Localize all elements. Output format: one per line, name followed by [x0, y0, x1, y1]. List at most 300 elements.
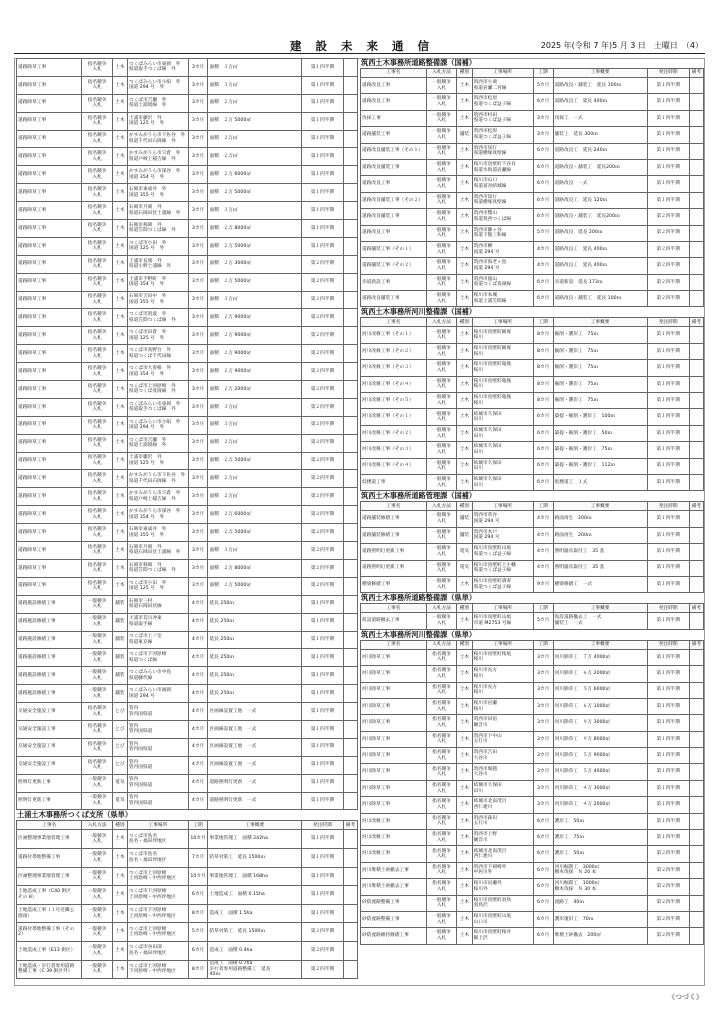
table-row: [17, 381, 358, 399]
table-cell: 一般競争 入札: [82, 941, 112, 960]
table-cell: 第１四半期: [301, 756, 343, 774]
column-header: 工事場所: [472, 640, 533, 649]
table-cell: 3カ月: [188, 381, 208, 399]
remarks-cell: [689, 560, 703, 576]
table-cell: 第２四半期: [301, 398, 343, 416]
table-cell: とび: [112, 738, 127, 756]
table-cell: 土木: [112, 849, 127, 868]
table-cell: 4カ月: [533, 560, 553, 576]
table-cell: 河川除草工事: [361, 748, 427, 764]
remarks-cell: [343, 470, 357, 488]
continued-note: 《つづく》: [668, 993, 703, 1001]
table-row: [17, 941, 358, 960]
table-cell: 桜川市真壁町酒寄 県道つくば益子線: [472, 576, 533, 592]
table-cell: 一般競争 入札: [426, 511, 457, 527]
table-cell: 堆積土砂撤去 200㎡: [553, 928, 647, 944]
table-cell: 道路除草工事: [17, 524, 82, 542]
table-cell: 3カ月: [188, 559, 208, 577]
table-cell: 土木: [112, 94, 127, 112]
table-cell: 一般競争 入札: [426, 291, 457, 307]
table-cell: 第１四半期: [301, 595, 343, 613]
column-header: 工事場所: [472, 69, 533, 78]
table-cell: 筑西市菅谷 国道 294 号: [472, 511, 533, 527]
table-cell: 土木: [112, 452, 127, 470]
table-cell: 指名競争 入札: [426, 797, 457, 813]
table-cell: 一般競争 入札: [426, 560, 457, 576]
table-header-row: [361, 640, 704, 649]
table-row: [361, 511, 704, 527]
table-row: [361, 143, 704, 159]
remarks-cell: [343, 577, 357, 595]
table-cell: つくば市上河原崎 外 県道つくば真岡線 外: [127, 381, 188, 399]
table-row: [361, 110, 704, 126]
table-cell: 河川除草工 ９万 3000㎡: [553, 715, 647, 731]
column-header: 工事場所: [472, 502, 533, 511]
table-cell: 一般競争 入札: [426, 176, 457, 192]
table-cell: 第２四半期: [647, 241, 689, 257]
table-cell: 桜川市真壁町亀熊 桜川: [472, 360, 533, 376]
table-cell: 土木: [457, 143, 472, 159]
table-cell: 第１四半期: [647, 442, 689, 458]
table-row: [17, 577, 358, 595]
table-cell: 指名競争 入札: [426, 830, 457, 846]
table-row: [17, 345, 358, 363]
table-cell: 第１四半期: [647, 127, 689, 143]
table-cell: 第１四半期: [301, 631, 343, 649]
table-cell: 低楼道工 １式: [553, 474, 647, 490]
table-cell: 道路改良工 延長 120ｍ: [553, 192, 647, 208]
table-cell: 3カ月: [188, 363, 208, 381]
remarks-cell: [689, 846, 703, 862]
remarks-cell: [343, 867, 357, 886]
table-cell: 第２四半期: [301, 542, 343, 560]
table-cell: 土木: [112, 327, 127, 345]
table-cell: 6カ月: [533, 159, 553, 175]
table-cell: 4カ月: [188, 720, 208, 738]
table-cell: 8カ月: [533, 393, 553, 409]
remarks-cell: [689, 143, 703, 159]
table-cell: 土木: [112, 220, 127, 238]
table-cell: 土木: [457, 225, 472, 241]
table-cell: 道路照明灯更新 一式: [208, 792, 301, 810]
remarks-cell: [343, 363, 357, 381]
table-cell: 桜川市真壁町亀熊 桜川: [472, 393, 533, 409]
table-cell: 筑西市下岡崎外 中居川外: [472, 862, 533, 878]
bid-table: [360, 501, 704, 593]
table-cell: 土木: [457, 576, 472, 592]
remarks-cell: [689, 698, 703, 714]
table-cell: 3カ月: [188, 434, 208, 452]
table-cell: 砂防流路整備工事: [361, 895, 427, 911]
table-cell: 土浦市長嶺 外 県道小野土浦線 外: [127, 255, 188, 273]
section-heading: 筑西土木事務所河川整備課（県単）: [361, 629, 477, 639]
table-cell: 面積 ２万 2000㎡: [208, 381, 301, 399]
table-cell: 指名競争 入札: [426, 698, 457, 714]
table-row: [361, 258, 704, 274]
column-header: 種別: [457, 69, 472, 78]
column-header: 備考: [689, 604, 703, 613]
table-cell: 面積 ３万㎡: [208, 202, 301, 220]
table-cell: 土木: [457, 846, 472, 862]
table-cell: つくば市吉瀬 外 県道土浦境線 外: [127, 434, 188, 452]
table-cell: 河川除草工 ４万 2000㎡: [553, 797, 647, 813]
table-cell: 3カ月: [188, 130, 208, 148]
table-cell: 道路照明灯更新工事: [361, 560, 427, 576]
table-cell: 土木: [457, 895, 472, 911]
table-cell: つくば市下河原崎 県道つくば線: [127, 649, 188, 667]
table-cell: 一般競争 入札: [426, 409, 457, 425]
table-cell: 河川除草工事: [361, 780, 427, 796]
table-cell: 指名競争 入札: [426, 649, 457, 665]
table-row: [361, 94, 704, 110]
table-cell: 土木: [112, 166, 127, 184]
table-cell: 土木: [112, 434, 127, 452]
table-cell: 一般競争 入札: [426, 159, 457, 175]
table-cell: 道路改良・舗装工 延長 100ｍ: [553, 78, 647, 94]
column-header: 工期: [533, 502, 553, 511]
table-cell: 一般競争 入札: [82, 960, 112, 979]
table-cell: 掘削・護岸工 75ｍ: [553, 327, 647, 343]
table-cell: 一般競争 入札: [82, 613, 112, 631]
table-cell: 第２四半期: [301, 488, 343, 506]
remarks-cell: [689, 928, 703, 944]
table-header-row: [361, 318, 704, 327]
table-row: [17, 488, 358, 506]
remarks-cell: [689, 511, 703, 527]
remarks-cell: [689, 731, 703, 747]
table-row: [361, 797, 704, 813]
table-row: [361, 474, 704, 490]
table-cell: 6カ月: [533, 291, 553, 307]
table-row: [361, 764, 704, 780]
table-cell: 区画線設置工他 一式: [208, 703, 301, 721]
table-cell: 道路舗装修繕工事: [361, 527, 427, 543]
table-cell: 桜川市真壁町山尾 県道つくば益子線: [472, 544, 533, 560]
table-cell: 3カ月: [188, 542, 208, 560]
table-cell: 土木: [457, 94, 472, 110]
table-row: [17, 774, 358, 792]
column-header: 工期: [188, 821, 208, 830]
table-cell: 桜川市真壁町山尾 市道 M2753 号線: [472, 613, 533, 629]
table-cell: つくば市下河原崎 上河原崎・中西坪地区: [127, 904, 188, 923]
table-cell: 道路照明灯更新 一式: [208, 774, 301, 792]
table-cell: 6カ月: [533, 192, 553, 208]
table-cell: 一般競争 入札: [82, 923, 112, 942]
table-cell: 照明灯更新工事: [17, 774, 82, 792]
table-cell: 第２四半期: [301, 327, 343, 345]
table-cell: 道路除草工事: [17, 237, 82, 255]
table-cell: 面積 ３万㎡: [208, 398, 301, 416]
table-cell: 桜川市真壁町亀熊 桜川: [472, 376, 533, 392]
table-row: [361, 830, 704, 846]
remarks-cell: [343, 398, 357, 416]
table-cell: 一般競争 入札: [82, 774, 112, 792]
table-cell: 桜川市長方 桜川: [472, 666, 533, 682]
table-cell: 指名競争 入札: [426, 813, 457, 829]
remarks-cell: [343, 202, 357, 220]
table-cell: 道路除草工事: [17, 291, 82, 309]
table-cell: 一般競争 入札: [426, 360, 457, 376]
remarks-cell: [689, 78, 703, 94]
table-cell: 土木: [112, 148, 127, 166]
table-cell: 河川除草工 ９万 8000㎡: [553, 731, 647, 747]
table-cell: 土木: [112, 941, 127, 960]
remarks-cell: [689, 666, 703, 682]
table-cell: 4カ月: [188, 649, 208, 667]
remarks-cell: [343, 112, 357, 130]
table-cell: 第１四半期: [647, 715, 689, 731]
table-cell: 指名競争 入札: [82, 577, 112, 595]
column-header: 工事名: [361, 502, 427, 511]
bid-table: [360, 603, 704, 629]
table-cell: 土木: [457, 458, 472, 474]
table-cell: 河川除草工事: [361, 682, 427, 698]
table-cell: 河川除草工 ４万 3000㎡: [553, 780, 647, 796]
table-cell: 造成工 面積 1.5ha: [208, 904, 301, 923]
column-header: 工事名: [361, 640, 427, 649]
table-cell: 4カ月: [533, 511, 553, 527]
table-cell: 道路改良舗装工事: [361, 159, 427, 175]
table-cell: 石岡市柿岡 外 県道笠間つくば線 外: [127, 559, 188, 577]
table-cell: 8カ月: [533, 327, 553, 343]
table-cell: 指名競争 入札: [82, 488, 112, 506]
table-cell: つくばみらい市小絹 外 国道 294 号 外: [127, 416, 188, 434]
table-cell: 土木: [112, 76, 127, 94]
column-header: 入札方法: [426, 640, 457, 649]
table-cell: 8カ月: [533, 343, 553, 359]
table-cell: 5カ月: [188, 923, 208, 942]
column-header: 工事概要: [208, 821, 301, 830]
table-cell: 区画線設置工他 一式: [208, 738, 301, 756]
table-cell: 延長 250ｍ: [208, 595, 301, 613]
table-row: [17, 434, 358, 452]
table-cell: 4カ月: [188, 613, 208, 631]
remarks-cell: [689, 393, 703, 409]
remarks-cell: [343, 345, 357, 363]
table-cell: 第１四半期: [647, 78, 689, 94]
remarks-cell: [343, 904, 357, 923]
table-cell: 石岡市吉田中 外 国道 355 号 外: [127, 291, 188, 309]
remarks-cell: [343, 94, 357, 112]
table-cell: 第１四半期: [647, 764, 689, 780]
table-row: [361, 343, 704, 359]
table-cell: 筑西市海老ヶ島 国道 294 号: [472, 258, 533, 274]
table-cell: 道路除草工事: [17, 542, 82, 560]
table-cell: 区画線設置工他 一式: [208, 756, 301, 774]
table-cell: 4カ月: [188, 738, 208, 756]
table-cell: 8カ月: [533, 376, 553, 392]
table-cell: 土木: [457, 393, 472, 409]
table-cell: 10カ月: [188, 867, 208, 886]
table-cell: 第２四半期: [301, 452, 343, 470]
table-row: [17, 112, 358, 130]
table-cell: 一般競争 入札: [426, 110, 457, 126]
table-cell: 一般競争 入札: [426, 527, 457, 543]
remarks-cell: [689, 527, 703, 543]
table-cell: 筑西市柳 国道 294 号: [472, 241, 533, 257]
table-cell: 道路除草工事: [17, 363, 82, 381]
table-cell: 一般競争 入札: [426, 258, 457, 274]
table-cell: 第１四半期: [301, 220, 343, 238]
table-cell: 照明器具取付工 35 基: [553, 560, 647, 576]
table-cell: 第１四半期: [301, 830, 343, 849]
table-cell: 土木: [112, 960, 127, 979]
table-cell: 一般競争 入札: [426, 274, 457, 290]
table-cell: 土木: [112, 345, 127, 363]
table-cell: 交通安全施設工事: [17, 703, 82, 721]
table-row: [17, 255, 358, 273]
table-cell: 土木: [112, 309, 127, 327]
table-cell: 3カ月: [188, 184, 208, 202]
table-cell: 筑西市知行 県道横塚真壁線: [472, 192, 533, 208]
table-cell: 筑西市下中山 五行川: [472, 731, 533, 747]
table-cell: 土木: [457, 360, 472, 376]
column-header: 発注時期: [647, 318, 689, 327]
table-cell: 6カ月: [533, 458, 553, 474]
table-cell: 道路除草工事: [17, 130, 82, 148]
remarks-cell: [689, 258, 703, 274]
table-cell: 桜川市真壁町飯塚 桜川: [472, 343, 533, 359]
table-cell: 結城市久保田 田川: [472, 409, 533, 425]
table-cell: 第２四半期: [301, 363, 343, 381]
table-cell: 第２四半期: [301, 309, 343, 327]
table-cell: 第２四半期: [301, 960, 343, 979]
table-cell: 道路施設修繕工事: [17, 649, 82, 667]
table-cell: 道路改良工事: [361, 94, 427, 110]
table-row: [17, 886, 358, 905]
table-row: [361, 682, 704, 698]
table-cell: 第１四半期: [647, 813, 689, 829]
table-cell: 土地造成工事（E13 街区）: [17, 941, 82, 960]
table-cell: 第２四半期: [647, 291, 689, 307]
table-cell: 第１四半期: [647, 474, 689, 490]
table-cell: 土木: [457, 780, 472, 796]
table-cell: 3カ月: [188, 452, 208, 470]
table-cell: 指名競争 入札: [82, 738, 112, 756]
table-cell: 河川除草工事: [361, 666, 427, 682]
table-cell: 4カ月: [188, 703, 208, 721]
table-cell: 延長 250ｍ: [208, 685, 301, 703]
table-cell: 面積 ２万㎡: [208, 434, 301, 452]
table-cell: 築提・掘削・護岸工 75ｍ: [553, 442, 647, 458]
table-cell: 6カ月: [188, 886, 208, 905]
table-cell: つくば市田倉 外 国道 125 号 外: [127, 327, 188, 345]
table-row: [361, 442, 704, 458]
table-cell: 面積 ３万㎡: [208, 416, 301, 434]
table-cell: 桜川市真壁町上小幡 県道つくば益子線: [472, 560, 533, 576]
remarks-cell: [689, 715, 703, 731]
table-cell: 土木: [112, 867, 127, 886]
table-cell: 第１四半期: [647, 830, 689, 846]
left-column: [16, 58, 358, 979]
remarks-cell: [343, 255, 357, 273]
table-cell: 第１四半期: [647, 176, 689, 192]
table-cell: 河川除草工事: [361, 764, 427, 780]
table-cell: 道路改良工事: [361, 176, 427, 192]
remarks-cell: [343, 130, 357, 148]
table-cell: 3カ月: [533, 748, 553, 764]
table-cell: 指名競争 入札: [82, 416, 112, 434]
table-row: [17, 595, 358, 613]
remarks-cell: [343, 416, 357, 434]
column-header: 工事名: [17, 821, 82, 830]
remarks-cell: [689, 343, 703, 359]
table-cell: 第２四半期: [301, 273, 343, 291]
table-cell: 管内 管内国県道: [127, 774, 188, 792]
table-cell: 筑西市知行 県道横塚真壁線: [472, 143, 533, 159]
table-cell: 第２四半期: [301, 923, 343, 942]
table-cell: 第１四半期: [647, 159, 689, 175]
table-cell: 石岡市東成井 外 国道 355 号 外: [127, 524, 188, 542]
column-header: 発注時期: [647, 502, 689, 511]
table-cell: 面積 ２万㎡: [208, 148, 301, 166]
table-cell: 第２四半期: [647, 274, 689, 290]
table-cell: 指名競争 入札: [82, 381, 112, 399]
table-cell: 土木: [457, 376, 472, 392]
table-cell: 第１四半期: [301, 685, 343, 703]
table-cell: 河川除草工 ５万 6000㎡: [553, 682, 647, 698]
table-cell: 桜川市真壁町下谷貝 県道水海道岩瀬線: [472, 159, 533, 175]
table-row: [361, 458, 704, 474]
table-cell: 土木: [112, 184, 127, 202]
table-cell: 土木: [112, 542, 127, 560]
table-cell: 面積 ２万 5000㎡: [208, 524, 301, 542]
table-cell: 道路除草工事: [17, 416, 82, 434]
remarks-cell: [343, 667, 357, 685]
table-cell: 指名競争 入札: [82, 363, 112, 381]
table-cell: 道路改良・舗装工 延長200ｍ: [553, 209, 647, 225]
remarks-cell: [689, 110, 703, 126]
table-cell: 土木: [457, 274, 472, 290]
table-cell: 土木: [112, 202, 127, 220]
column-header: 工期: [533, 69, 553, 78]
column-header: 工事概要: [553, 502, 647, 511]
table-cell: 道路除草工事: [17, 76, 82, 94]
table-cell: 指名競争 入札: [82, 130, 112, 148]
table-cell: 第１四半期: [301, 202, 343, 220]
table-cell: 河川改修工事（その２）: [361, 343, 427, 359]
table-cell: 仮設道路撤去工 一式 舗装工 一式: [553, 613, 647, 629]
table-cell: 6カ月: [533, 274, 553, 290]
table-row: [17, 923, 358, 942]
table-cell: 面積 ２万 5000㎡: [208, 237, 301, 255]
table-row: [17, 184, 358, 202]
table-cell: 7カ月: [188, 849, 208, 868]
table-cell: 管内 管内国県道: [127, 756, 188, 774]
table-row: [361, 780, 704, 796]
table-cell: 第１四半期: [647, 511, 689, 527]
table-cell: 護岸復旧工 70ｍ: [553, 911, 647, 927]
table-cell: 4カ月: [533, 527, 553, 543]
table-cell: 土木: [457, 327, 472, 343]
column-header: 備考: [343, 821, 357, 830]
table-cell: 河川除草工 ６万 2000㎡: [553, 666, 647, 682]
table-cell: 第１四半期: [301, 904, 343, 923]
table-cell: 土浦市手野町 外 国道 354 号 外: [127, 273, 188, 291]
table-cell: 道路除草工事: [17, 470, 82, 488]
table-cell: 道路照明灯更新工事: [361, 544, 427, 560]
column-header: 入札方法: [426, 502, 457, 511]
table-cell: 延長 250ｍ: [208, 649, 301, 667]
table-cell: 筑西市上野 観音川: [472, 830, 533, 846]
table-row: [17, 220, 358, 238]
table-row: [17, 613, 358, 631]
table-cell: 第１四半期: [301, 867, 343, 886]
table-cell: 掘削・護岸工 75ｍ: [553, 393, 647, 409]
table-cell: 3カ月: [533, 649, 553, 665]
table-cell: 5カ月: [533, 225, 553, 241]
table-cell: 土木: [457, 928, 472, 944]
